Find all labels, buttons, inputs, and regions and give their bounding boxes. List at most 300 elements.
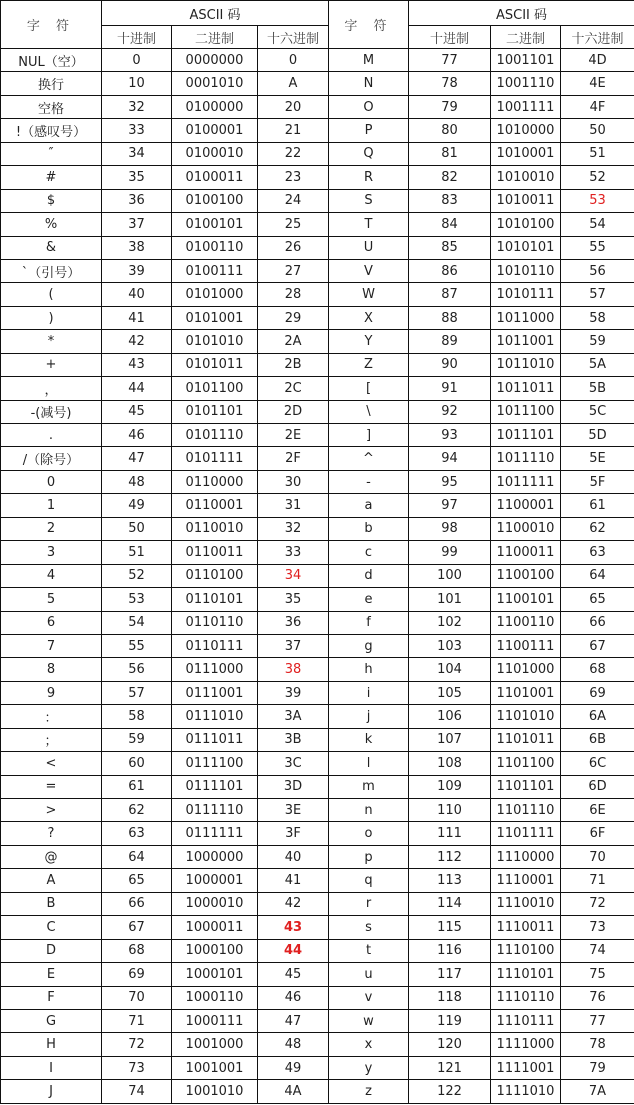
- right-decimal-cell: 121: [409, 1056, 491, 1079]
- right-char-cell: d: [329, 564, 409, 587]
- right-decimal-cell: 112: [409, 845, 491, 868]
- table-row: [1, 72, 634, 95]
- left-binary-cell: 0001010: [172, 72, 258, 95]
- right-decimal-cell: 116: [409, 939, 491, 962]
- right-hex-cell: 55: [561, 236, 634, 259]
- right-char-cell: j: [329, 705, 409, 728]
- left-hex-cell: 2A: [258, 330, 329, 353]
- right-binary-cell: 1001111: [491, 95, 561, 118]
- left-decimal-cell: 38: [102, 236, 172, 259]
- right-char-cell: c: [329, 541, 409, 564]
- right-char-cell: ^: [329, 447, 409, 470]
- left-char-cell: F: [1, 986, 102, 1009]
- right-hex-cell: 71: [561, 869, 634, 892]
- table-row: [1, 634, 634, 657]
- right-decimal-cell: 98: [409, 517, 491, 540]
- left-hex-cell: 42: [258, 892, 329, 915]
- right-decimal-cell: 80: [409, 119, 491, 142]
- left-binary-cell: 0110110: [172, 611, 258, 634]
- ascii-header-left: ASCII 码: [102, 1, 329, 26]
- left-decimal-cell: 45: [102, 400, 172, 423]
- left-decimal-cell: 67: [102, 916, 172, 939]
- right-decimal-cell: 87: [409, 283, 491, 306]
- right-decimal-cell: 84: [409, 213, 491, 236]
- table-row: [1, 541, 634, 564]
- left-decimal-cell: 63: [102, 822, 172, 845]
- table-row: [1, 611, 634, 634]
- left-decimal-cell: 35: [102, 166, 172, 189]
- table-row: [1, 681, 634, 704]
- right-char-cell: h: [329, 658, 409, 681]
- dec-header-right: 十进制: [409, 26, 491, 49]
- table-row: [1, 1033, 634, 1056]
- left-hex-cell: 3F: [258, 822, 329, 845]
- left-binary-cell: 0111110: [172, 799, 258, 822]
- right-decimal-cell: 105: [409, 681, 491, 704]
- right-hex-cell: 6A: [561, 705, 634, 728]
- left-decimal-cell: 52: [102, 564, 172, 587]
- right-hex-cell: 77: [561, 1009, 634, 1032]
- ascii-header-right: ASCII 码: [409, 1, 634, 26]
- right-char-cell: ]: [329, 424, 409, 447]
- left-char-cell: J: [1, 1080, 102, 1103]
- left-binary-cell: 0111011: [172, 728, 258, 751]
- table-row: [1, 330, 634, 353]
- left-hex-cell: 3B: [258, 728, 329, 751]
- right-hex-cell: 5F: [561, 470, 634, 493]
- left-char-cell: ：: [1, 705, 102, 728]
- right-hex-cell: 4E: [561, 72, 634, 95]
- right-hex-cell: 73: [561, 916, 634, 939]
- left-binary-cell: 0101000: [172, 283, 258, 306]
- right-binary-cell: 1011101: [491, 424, 561, 447]
- left-decimal-cell: 61: [102, 775, 172, 798]
- right-decimal-cell: 104: [409, 658, 491, 681]
- right-binary-cell: 1110110: [491, 986, 561, 1009]
- table-row: [1, 1080, 634, 1103]
- left-char-cell: 4: [1, 564, 102, 587]
- left-char-cell: 2: [1, 517, 102, 540]
- left-char-cell: +: [1, 353, 102, 376]
- right-hex-cell: 6B: [561, 728, 634, 751]
- left-binary-cell: 0110100: [172, 564, 258, 587]
- right-hex-cell: 56: [561, 259, 634, 282]
- right-char-cell: e: [329, 588, 409, 611]
- left-char-cell: A: [1, 869, 102, 892]
- right-decimal-cell: 94: [409, 447, 491, 470]
- left-binary-cell: 0110001: [172, 494, 258, 517]
- left-hex-cell: 2B: [258, 353, 329, 376]
- right-binary-cell: 1101100: [491, 752, 561, 775]
- left-decimal-cell: 51: [102, 541, 172, 564]
- right-char-cell: r: [329, 892, 409, 915]
- left-decimal-cell: 65: [102, 869, 172, 892]
- left-hex-cell: 48: [258, 1033, 329, 1056]
- right-hex-cell: 68: [561, 658, 634, 681]
- table-row: [1, 986, 634, 1009]
- left-decimal-cell: 39: [102, 259, 172, 282]
- table-row: [1, 306, 634, 329]
- left-hex-cell: 29: [258, 306, 329, 329]
- left-hex-cell: 37: [258, 634, 329, 657]
- left-char-cell: ″: [1, 142, 102, 165]
- right-binary-cell: 1011110: [491, 447, 561, 470]
- table-row: [1, 845, 634, 868]
- right-binary-cell: 1100110: [491, 611, 561, 634]
- left-binary-cell: 0100000: [172, 95, 258, 118]
- left-hex-cell: 2F: [258, 447, 329, 470]
- right-binary-cell: 1100001: [491, 494, 561, 517]
- right-decimal-cell: 90: [409, 353, 491, 376]
- table-row: [1, 166, 634, 189]
- left-binary-cell: 0100110: [172, 236, 258, 259]
- right-binary-cell: 1101101: [491, 775, 561, 798]
- left-char-cell: 1: [1, 494, 102, 517]
- right-char-cell: Y: [329, 330, 409, 353]
- right-hex-cell: 79: [561, 1056, 634, 1079]
- table-row: [1, 939, 634, 962]
- right-binary-cell: 1011000: [491, 306, 561, 329]
- right-char-cell: m: [329, 775, 409, 798]
- left-char-cell: =: [1, 775, 102, 798]
- right-binary-cell: 1010100: [491, 213, 561, 236]
- table-row: [1, 564, 634, 587]
- left-binary-cell: 1001010: [172, 1080, 258, 1103]
- right-hex-cell: 7A: [561, 1080, 634, 1103]
- left-decimal-cell: 71: [102, 1009, 172, 1032]
- right-decimal-cell: 79: [409, 95, 491, 118]
- left-decimal-cell: 68: [102, 939, 172, 962]
- left-char-cell: G: [1, 1009, 102, 1032]
- right-decimal-cell: 111: [409, 822, 491, 845]
- left-binary-cell: 0111100: [172, 752, 258, 775]
- left-hex-cell: 3A: [258, 705, 329, 728]
- right-binary-cell: 1001110: [491, 72, 561, 95]
- left-decimal-cell: 53: [102, 588, 172, 611]
- right-hex-cell: 50: [561, 119, 634, 142]
- right-binary-cell: 1001101: [491, 49, 561, 72]
- left-decimal-cell: 50: [102, 517, 172, 540]
- left-hex-cell: 47: [258, 1009, 329, 1032]
- right-decimal-cell: 85: [409, 236, 491, 259]
- left-binary-cell: 0101100: [172, 377, 258, 400]
- right-decimal-cell: 109: [409, 775, 491, 798]
- left-binary-cell: 1000111: [172, 1009, 258, 1032]
- table-row: [1, 1009, 634, 1032]
- left-binary-cell: 0110010: [172, 517, 258, 540]
- right-binary-cell: 1101111: [491, 822, 561, 845]
- right-char-cell: M: [329, 49, 409, 72]
- right-binary-cell: 1110010: [491, 892, 561, 915]
- right-binary-cell: 1010111: [491, 283, 561, 306]
- left-char-cell: !（感叹号）: [1, 119, 102, 142]
- right-binary-cell: 1010101: [491, 236, 561, 259]
- left-char-cell: 换行: [1, 72, 102, 95]
- right-hex-cell: 5B: [561, 377, 634, 400]
- right-binary-cell: 1110000: [491, 845, 561, 868]
- right-hex-cell: 57: [561, 283, 634, 306]
- left-binary-cell: 1000011: [172, 916, 258, 939]
- right-decimal-cell: 99: [409, 541, 491, 564]
- right-char-cell: k: [329, 728, 409, 751]
- left-binary-cell: 1001001: [172, 1056, 258, 1079]
- left-char-cell: 8: [1, 658, 102, 681]
- table-row: [1, 494, 634, 517]
- left-binary-cell: 0101010: [172, 330, 258, 353]
- left-decimal-cell: 72: [102, 1033, 172, 1056]
- left-hex-cell: 4A: [258, 1080, 329, 1103]
- left-hex-cell: 26: [258, 236, 329, 259]
- right-char-cell: S: [329, 189, 409, 212]
- left-char-cell: 空格: [1, 95, 102, 118]
- left-char-cell: $: [1, 189, 102, 212]
- right-decimal-cell: 83: [409, 189, 491, 212]
- table-row: [1, 189, 634, 212]
- right-decimal-cell: 120: [409, 1033, 491, 1056]
- right-char-cell: v: [329, 986, 409, 1009]
- table-row: [1, 119, 634, 142]
- table-row: [1, 49, 634, 72]
- left-hex-cell: A: [258, 72, 329, 95]
- left-decimal-cell: 64: [102, 845, 172, 868]
- left-binary-cell: 0101001: [172, 306, 258, 329]
- table-row: [1, 283, 634, 306]
- left-char-cell: C: [1, 916, 102, 939]
- left-binary-cell: 1001000: [172, 1033, 258, 1056]
- right-hex-cell: 6D: [561, 775, 634, 798]
- right-binary-cell: 1111000: [491, 1033, 561, 1056]
- table-row: [1, 95, 634, 118]
- left-decimal-cell: 41: [102, 306, 172, 329]
- right-char-cell: N: [329, 72, 409, 95]
- left-hex-cell: 3D: [258, 775, 329, 798]
- table-row: [1, 705, 634, 728]
- left-decimal-cell: 34: [102, 142, 172, 165]
- left-hex-cell: 25: [258, 213, 329, 236]
- right-char-cell: u: [329, 963, 409, 986]
- right-hex-cell: 6E: [561, 799, 634, 822]
- left-decimal-cell: 73: [102, 1056, 172, 1079]
- left-hex-cell: 22: [258, 142, 329, 165]
- hex-header-right: 十六进制: [561, 26, 634, 49]
- left-hex-cell: 2C: [258, 377, 329, 400]
- left-binary-cell: 0100101: [172, 213, 258, 236]
- right-hex-cell: 70: [561, 845, 634, 868]
- left-binary-cell: 0100111: [172, 259, 258, 282]
- left-hex-cell: 43: [258, 916, 329, 939]
- left-binary-cell: 1000000: [172, 845, 258, 868]
- left-binary-cell: 1000110: [172, 986, 258, 1009]
- right-hex-cell: 65: [561, 588, 634, 611]
- right-decimal-cell: 92: [409, 400, 491, 423]
- right-char-cell: z: [329, 1080, 409, 1103]
- left-binary-cell: 1000001: [172, 869, 258, 892]
- right-hex-cell: 4D: [561, 49, 634, 72]
- right-binary-cell: 1110011: [491, 916, 561, 939]
- left-hex-cell: 49: [258, 1056, 329, 1079]
- table-row: [1, 1056, 634, 1079]
- right-decimal-cell: 106: [409, 705, 491, 728]
- left-hex-cell: 3E: [258, 799, 329, 822]
- left-char-cell: -(减号): [1, 400, 102, 423]
- left-char-cell: ，: [1, 377, 102, 400]
- right-binary-cell: 1100011: [491, 541, 561, 564]
- right-char-cell: a: [329, 494, 409, 517]
- left-hex-cell: 32: [258, 517, 329, 540]
- right-hex-cell: 72: [561, 892, 634, 915]
- right-hex-cell: 62: [561, 517, 634, 540]
- left-char-cell: @: [1, 845, 102, 868]
- left-binary-cell: 0100011: [172, 166, 258, 189]
- right-hex-cell: 5E: [561, 447, 634, 470]
- right-hex-cell: 69: [561, 681, 634, 704]
- left-hex-cell: 38: [258, 658, 329, 681]
- left-char-cell: I: [1, 1056, 102, 1079]
- left-decimal-cell: 58: [102, 705, 172, 728]
- left-decimal-cell: 40: [102, 283, 172, 306]
- left-hex-cell: 20: [258, 95, 329, 118]
- table-row: [1, 869, 634, 892]
- right-binary-cell: 1100101: [491, 588, 561, 611]
- left-decimal-cell: 43: [102, 353, 172, 376]
- right-hex-cell: 5A: [561, 353, 634, 376]
- right-hex-cell: 63: [561, 541, 634, 564]
- right-decimal-cell: 93: [409, 424, 491, 447]
- right-decimal-cell: 89: [409, 330, 491, 353]
- left-decimal-cell: 37: [102, 213, 172, 236]
- left-binary-cell: 1000101: [172, 963, 258, 986]
- right-char-cell: V: [329, 259, 409, 282]
- right-binary-cell: 1110100: [491, 939, 561, 962]
- right-binary-cell: 1110001: [491, 869, 561, 892]
- right-decimal-cell: 119: [409, 1009, 491, 1032]
- right-char-cell: P: [329, 119, 409, 142]
- right-char-cell: b: [329, 517, 409, 540]
- left-decimal-cell: 48: [102, 470, 172, 493]
- right-char-cell: f: [329, 611, 409, 634]
- left-hex-cell: 34: [258, 564, 329, 587]
- left-decimal-cell: 55: [102, 634, 172, 657]
- left-hex-cell: 39: [258, 681, 329, 704]
- left-char-cell: 3: [1, 541, 102, 564]
- right-binary-cell: 1111010: [491, 1080, 561, 1103]
- table-row: [1, 963, 634, 986]
- left-binary-cell: 0111010: [172, 705, 258, 728]
- left-decimal-cell: 56: [102, 658, 172, 681]
- left-hex-cell: 2D: [258, 400, 329, 423]
- right-hex-cell: 75: [561, 963, 634, 986]
- right-char-cell: g: [329, 634, 409, 657]
- right-char-cell: X: [329, 306, 409, 329]
- right-hex-cell: 66: [561, 611, 634, 634]
- right-binary-cell: 1011001: [491, 330, 561, 353]
- right-decimal-cell: 91: [409, 377, 491, 400]
- left-decimal-cell: 42: [102, 330, 172, 353]
- left-binary-cell: 0111101: [172, 775, 258, 798]
- right-hex-cell: 78: [561, 1033, 634, 1056]
- right-binary-cell: 1010010: [491, 166, 561, 189]
- table-row: [1, 588, 634, 611]
- bin-header-left: 二进制: [172, 26, 258, 49]
- left-binary-cell: 0101101: [172, 400, 258, 423]
- left-hex-cell: 30: [258, 470, 329, 493]
- left-char-cell: %: [1, 213, 102, 236]
- table-row: [1, 400, 634, 423]
- right-hex-cell: 64: [561, 564, 634, 587]
- left-char-cell: D: [1, 939, 102, 962]
- left-char-cell: H: [1, 1033, 102, 1056]
- left-hex-cell: 23: [258, 166, 329, 189]
- left-hex-cell: 28: [258, 283, 329, 306]
- right-char-cell: w: [329, 1009, 409, 1032]
- right-decimal-cell: 107: [409, 728, 491, 751]
- right-decimal-cell: 117: [409, 963, 491, 986]
- right-binary-cell: 1101010: [491, 705, 561, 728]
- left-char-cell: 9: [1, 681, 102, 704]
- left-char-cell: E: [1, 963, 102, 986]
- right-char-cell: t: [329, 939, 409, 962]
- table-row: [1, 447, 634, 470]
- left-char-cell: 7: [1, 634, 102, 657]
- right-binary-cell: 1011010: [491, 353, 561, 376]
- table-row: [1, 916, 634, 939]
- right-binary-cell: 1010011: [491, 189, 561, 212]
- left-binary-cell: 0100100: [172, 189, 258, 212]
- table-row: [1, 424, 634, 447]
- right-decimal-cell: 101: [409, 588, 491, 611]
- left-decimal-cell: 57: [102, 681, 172, 704]
- right-hex-cell: 51: [561, 142, 634, 165]
- left-char-cell: ；: [1, 728, 102, 751]
- right-decimal-cell: 82: [409, 166, 491, 189]
- table-row: [1, 470, 634, 493]
- left-binary-cell: 0101011: [172, 353, 258, 376]
- right-char-cell: x: [329, 1033, 409, 1056]
- left-hex-cell: 0: [258, 49, 329, 72]
- right-hex-cell: 5C: [561, 400, 634, 423]
- right-hex-cell: 6C: [561, 752, 634, 775]
- left-decimal-cell: 36: [102, 189, 172, 212]
- right-char-cell: T: [329, 213, 409, 236]
- right-binary-cell: 1010000: [491, 119, 561, 142]
- right-binary-cell: 1010110: [491, 259, 561, 282]
- right-char-cell: Q: [329, 142, 409, 165]
- left-char-cell: (: [1, 283, 102, 306]
- right-hex-cell: 58: [561, 306, 634, 329]
- table-row: [1, 799, 634, 822]
- left-decimal-cell: 66: [102, 892, 172, 915]
- right-char-cell: [: [329, 377, 409, 400]
- right-binary-cell: 1100100: [491, 564, 561, 587]
- table-row: [1, 142, 634, 165]
- right-decimal-cell: 100: [409, 564, 491, 587]
- right-binary-cell: 1101110: [491, 799, 561, 822]
- left-char-cell: .: [1, 424, 102, 447]
- right-decimal-cell: 97: [409, 494, 491, 517]
- table-row: [1, 353, 634, 376]
- left-decimal-cell: 69: [102, 963, 172, 986]
- right-binary-cell: 1100010: [491, 517, 561, 540]
- left-binary-cell: 0000000: [172, 49, 258, 72]
- left-char-cell: <: [1, 752, 102, 775]
- right-binary-cell: 1111001: [491, 1056, 561, 1079]
- left-hex-cell: 45: [258, 963, 329, 986]
- right-char-cell: \: [329, 400, 409, 423]
- right-decimal-cell: 78: [409, 72, 491, 95]
- char-header-right: 字 符: [329, 1, 409, 49]
- right-binary-cell: 1101000: [491, 658, 561, 681]
- right-hex-cell: 59: [561, 330, 634, 353]
